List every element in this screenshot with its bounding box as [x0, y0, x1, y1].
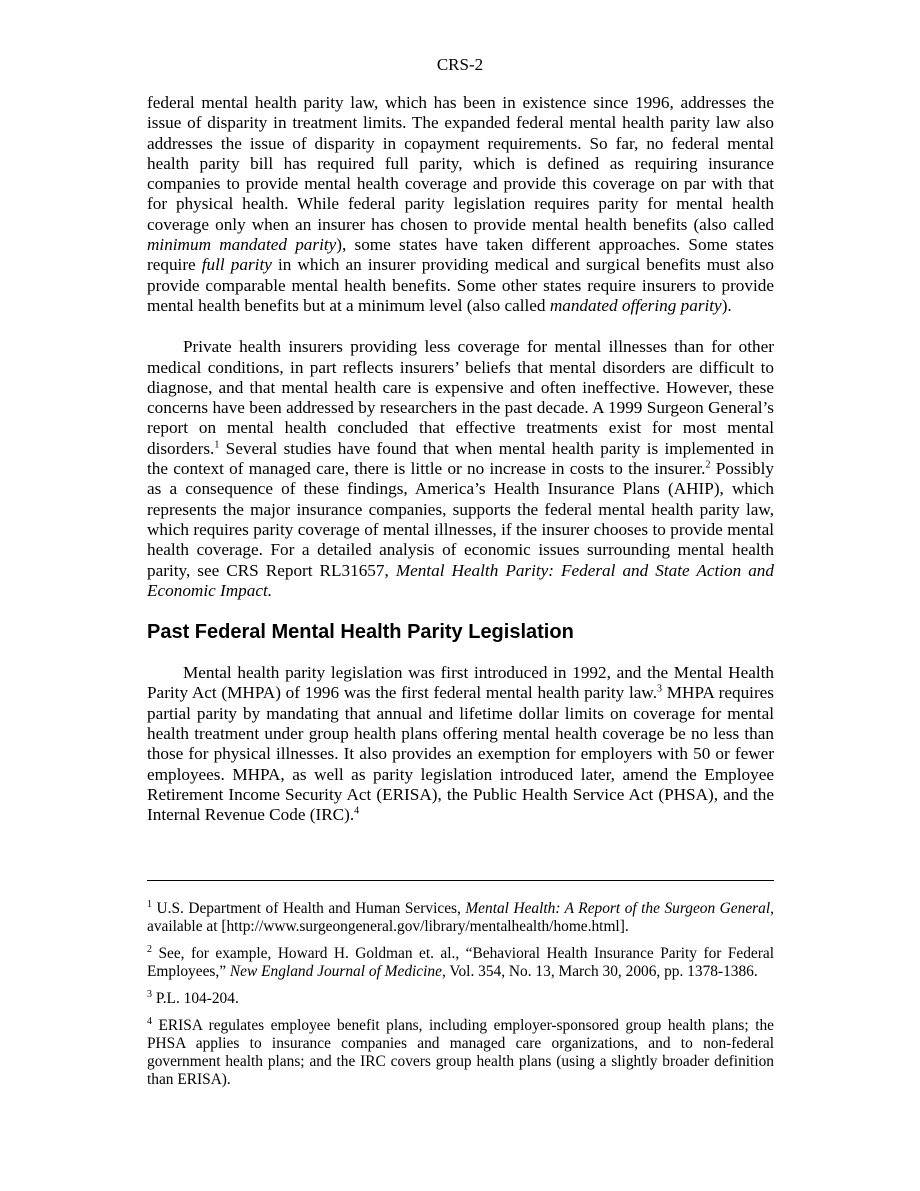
body-text [147, 93, 774, 826]
paragraph-mhpa [147, 663, 774, 825]
text-run: ), some states have taken different approaches. Some states require [147, 235, 774, 275]
footnote-number: 3 [147, 988, 152, 1000]
footnote-number: 2 [147, 943, 152, 955]
paragraph-parity-types [147, 93, 774, 316]
italic-title: Mental Health: A Report of the Surgeon General [465, 900, 771, 917]
footnote-number: 1 [147, 898, 152, 910]
text-run: MHPA requires partial parity by mandating that annual and lifetime dollar limits on coverage for mental health treatment under group health plans offering mental health coverage be no less than those for physical illnesses. It also provides an exemption for employers with 50 or fewer employees. MHPA, as well as parity legislation introduced later, amend the Employee Retirement Income Security Act (ERISA), the Public Health Service Act (PHSA), and the Internal Revenue Code (IRC). [147, 683, 774, 825]
text-run: federal mental health parity law, which has been in existence since 1996, addresses the issue of disparity in treatment limits. The expanded federal mental health parity law also addresses the issue of disparity in copayment requirements. So far, no federal mental health parity bill has required full parity, which is defined as requiring insurance companies to provide mental health coverage and provide this coverage on par with that for physical health. While federal parity legislation requires parity for mental health coverage only when an insurer has chosen to provide mental health benefits (also called [147, 93, 774, 234]
italic-title: New England Journal of Medicine [229, 963, 442, 980]
footnote-ref[interactable]: 3 [657, 683, 663, 695]
text-run: P.L. 104-204. [152, 990, 239, 1007]
text-run: Several studies have found that when mental health parity is implemented in the context of managed care, there is little or no increase in costs to the insurer. [147, 438, 774, 479]
italic-term: full parity [201, 255, 272, 275]
text-run: , Vol. 354, No. 13, March 30, 2006, pp. 1378-1386. [441, 963, 758, 980]
text-run: See, for example, Howard H. Goldman et. al., “Behavioral Health Insurance Parity for Federal Employees,” [147, 945, 774, 980]
footnote-divider [147, 880, 774, 881]
page-number: CRS-2 [436, 55, 484, 74]
paragraph-gap [147, 316, 774, 337]
text-run: Possibly as a consequence of these findings, America’s Health Insurance Plans (AHIP), which represents the major insurance companies, supports the federal mental health parity law, which requires parity coverage of mental illnesses, if the insurer chooses to provide mental health coverage. For a detailed analysis of economic issues surrounding mental health parity, see CRS Report RL31657, [147, 459, 774, 580]
footnote-4 [147, 1017, 774, 1089]
footnote-ref[interactable]: 2 [705, 459, 711, 471]
text-run: , available at [http://www.surgeongeneral.gov/library/mentalhealth/home.html]. [147, 900, 774, 935]
italic-term: minimum mandated parity [147, 235, 337, 255]
footnote-2 [147, 945, 774, 981]
paragraph-private-insurers [147, 337, 774, 601]
text-run: U.S. Department of Health and Human Services, [152, 900, 466, 917]
italic-term: mandated offering parity [549, 295, 722, 315]
report-title: Mental Health Parity: Federal and State Action and Economic Impact. [147, 560, 774, 600]
text-run: Mental health parity legislation was first introduced in 1992, and the Mental Health Parity Act (MHPA) of 1996 was the first federal mental health parity law. [147, 663, 774, 703]
text-run: Private health insurers providing less coverage for mental illnesses than for other medical conditions, in part reflects insurers’ beliefs that mental disorders are difficult to diagnose, and that mental health care is expensive and often ineffective. However, these concerns have been addressed by researchers in the past decade. A 1999 Surgeon General’s report on mental health concluded that effective treatments exist for most mental disorders. [147, 337, 774, 458]
footnote-number: 4 [147, 1015, 152, 1027]
text-run: in which an insurer providing medical and surgical benefits must also provide comparable mental health benefits. Some other states require insurers to provide mental health benefits but at a minimum level (also called [147, 255, 774, 315]
footnote-1 [147, 900, 774, 936]
footnote-ref[interactable]: 1 [214, 439, 220, 451]
footnotes [147, 900, 774, 1098]
section-heading: Past Federal Mental Health Parity Legislation [147, 621, 574, 644]
footnote-3 [147, 990, 774, 1008]
text-run: ERISA regulates employee benefit plans, including employer-sponsored group health plans; the PHSA applies to insurance companies and managed care organizations, and to non-federal government health plans; and the IRC covers group health plans (using a slightly broader definition than ERISA). [147, 1017, 774, 1088]
footnote-ref[interactable]: 4 [354, 805, 360, 817]
text-run: ). [721, 295, 732, 315]
